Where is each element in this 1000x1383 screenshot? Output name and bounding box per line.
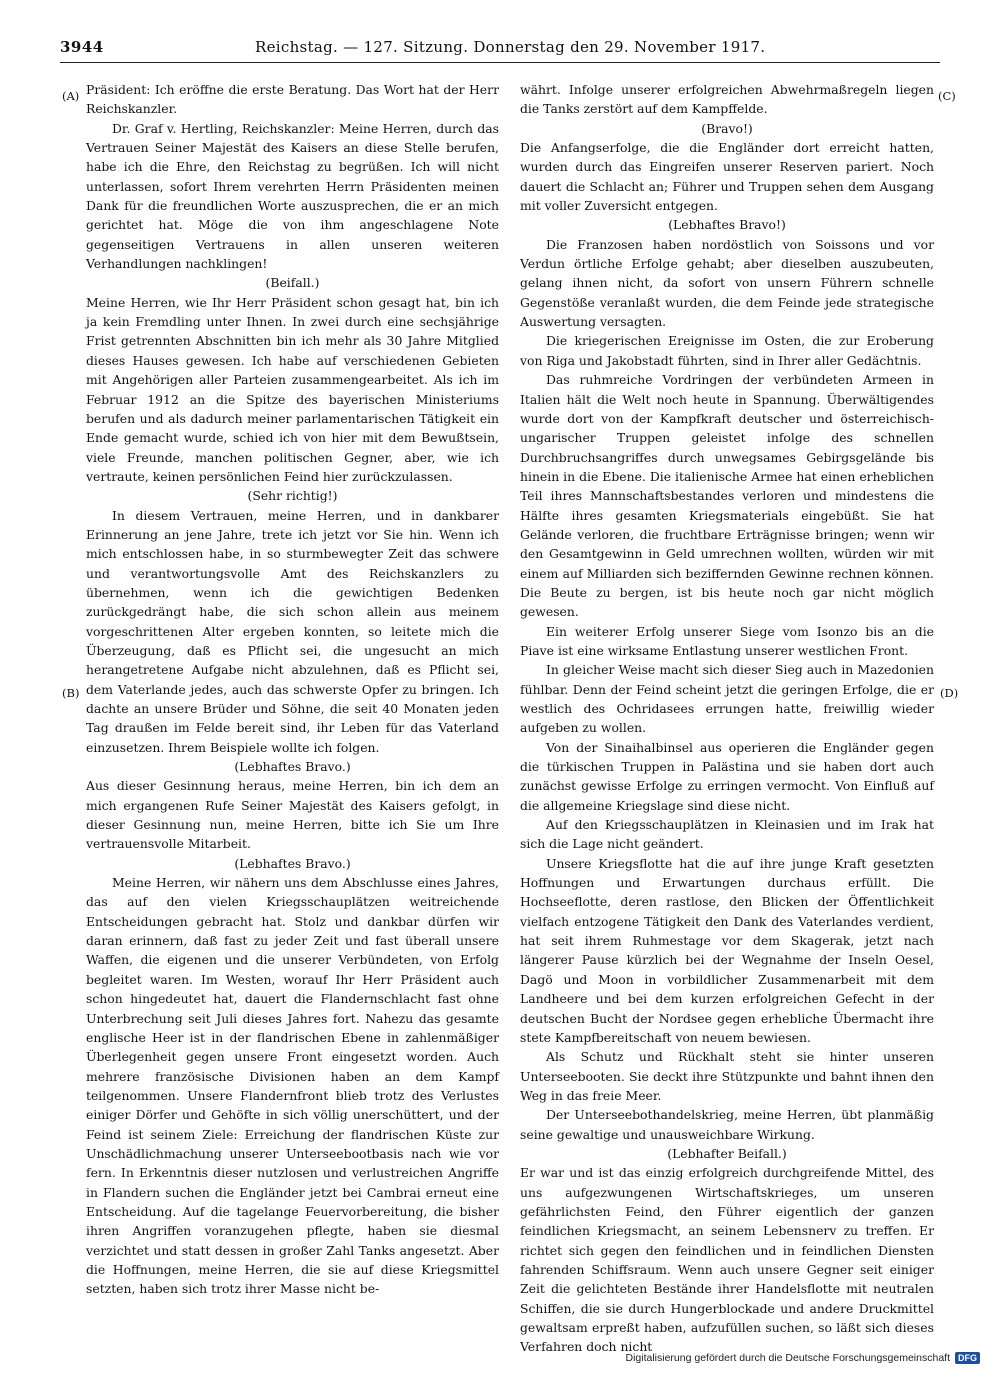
right-text-column	[520, 80, 934, 1357]
margin-marker-d: (D)	[940, 686, 959, 700]
paragraph: Die kriegerischen Ereignisse im Osten, die zur Eroberung von Riga und Jakobstadt führten, sind in Ihrer aller Gedächtnis.	[520, 333, 934, 368]
header-rule	[60, 62, 940, 63]
interjection: (Lebhaftes Bravo!)	[668, 217, 786, 233]
paragraph: Der Unterseebothandelskrieg, meine Herren, übt planmäßig seine gewaltige und unausweichbare Wirkung.	[520, 1107, 934, 1142]
page-footer	[625, 1352, 980, 1364]
paragraph: In gleicher Weise macht sich dieser Sieg auch in Mazedonien fühlbar. Denn der Feind scheint jetzt die geringen Erfolge, die er westlich des Ochridasees errungen hatte, freiwillig wieder aufgeben zu wollen.	[520, 662, 934, 736]
margin-marker-b: (B)	[62, 686, 80, 700]
paragraph: Er war und ist das einzig erfolgreich durchgreifende Mittel, des uns aufgezwungenen Wirtschaftskrieges, um unseren gefährlichsten Feind, den Führer eigentlich der ganzen feindlichen Kriegsmacht, an seinem Lebensnerv zu treffen. Er richtet sich gegen den feindlichen und in feindlichen Diensten fahrenden Schiffsraum. Wenn auch unsere Gegner seit einiger Zeit die gelichteten Bestände ihrer Handelsflotte mit neutralen Schiffen, die sie durch Hungerblockade und andere Druckmittel gewaltsam erpreßt haben, aufzufüllen suchen, so läßt sich dieses Verfahren doch nicht	[520, 1165, 934, 1355]
paragraph: Präsident: Ich eröffne die erste Beratung. Das Wort hat der Herr Reichskanzler.	[86, 82, 499, 117]
margin-marker-c: (C)	[938, 89, 956, 103]
dfg-logo: DFG	[955, 1352, 980, 1364]
paragraph: In diesem Vertrauen, meine Herren, und in dankbarer Erinnerung an jene Jahre, trete ich jetzt vor Sie hin. Wenn ich mich entschlossen habe, in so sturmbewegter Zeit das schwere und verantwortungsvolle Amt des Reichskanzlers zu übernehmen, wenn ich die gewichtigen Bedenken zurückgedrängt habe, die sich schon allein aus meinem vorgeschrittenen Alter ergeben konnten, so leitete mich die Überzeugung, daß es Pflicht sei, die ungesucht an mich herangetretene Aufgabe nicht abzulehnen, daß es Pflicht sei, dem Vaterlande jedes, auch das schwerste Opfer zu bringen. Ich dachte an unsere Brüder und Söhne, die seit 40 Monaten jeden Tag draußen im Felde bereit sind, ihr Leben für das Vaterland einzusetzen. Ihrem Beispiele wollte ich folgen.	[86, 507, 499, 755]
interjection: (Sehr richtig!)	[247, 488, 338, 504]
paragraph: Ein weiterer Erfolg unserer Siege vom Isonzo bis an die Piave ist eine wirksame Entlastung unserer westlichen Front.	[520, 623, 934, 658]
paragraph: Unsere Kriegsflotte hat die auf ihre junge Kraft gesetzten Hoffnungen und Erwartungen durchaus erfüllt. Die Hochseeflotte, deren rastlose, den Blicken der Öffentlichkeit vielfach entzogene Tätigkeit den Dank des Vaterlandes verdient, hat seit ihrem Ruhmestage vor dem Skagerak, jetzt nach längerer Pause kürzlich bei der Wegnahme der Inseln Oesel, Dagö und Moon in vorbildlicher Zusammenarbeit mit dem Landheere und bei dem kurzen erfolgreichen Gefecht in der deutschen Bucht der Nordsee gegen erhebliche Übermacht ihre stete Kampfbereitschaft von neuem bewiesen.	[520, 855, 934, 1045]
paragraph: Meine Herren, wir nähern uns dem Abschlusse eines Jahres, das auf den vielen Kriegsschauplätzen weitreichende Entscheidungen gebracht hat. Stolz und dankbar dürfen wir daran erinnern, daß fast zu jeder Zeit und fast überall unsere Waffen, die eigenen und die unserer Verbündeten, von Erfolg begleitet waren. Im Westen, worauf Ihr Herr Präsident auch schon hingedeutet hat, dauert die Flandernschlacht fast ohne Unterbrechung seit Juli dieses Jahres fort. Nahezu das gesamte englische Heer ist in der flandrischen Ebene in zahlenmäßiger Überlegenheit gegen unsere Front eingesetzt worden. Auch mehrere französische Divisionen haben an dem Kampf teilgenommen. Unsere Flandernfront blieb trotz des Verlustes einiger Dörfer und Gehöfte in sich völlig unerschüttert, und der Feind ist seinem Ziele: Erreichung der flandrischen Küste zur Unschädlichmachung unserer Unterseebootbasis nach wie vor fern. In Erkenntnis dieser nutzlosen und verlustreichen Angriffe in Flandern suchen die Engländer jetzt bei Cambrai erneut eine Entscheidung. Auf die tagelange Feuervorbereitung, die bisher ihren Angriffen voranzugehen pflegte, haben sie diesmal verzichtet und statt dessen in großer Zahl Tanks angesetzt. Aber die Hoffnungen, meine Herren, die sie auf diese Kriegsmittel setzten, haben sich trotz ihrer Masse nicht be-	[86, 875, 499, 1297]
paragraph: Die Anfangserfolge, die die Engländer dort erreicht hatten, wurden durch das Eingreifen unserer Reserven pariert. Noch dauert die Schlacht an; Führer und Truppen sehen dem Ausgang mit voller Zuversicht entgegen.	[520, 140, 934, 214]
interjection: (Beifall.)	[265, 275, 320, 291]
margin-marker-a: (A)	[62, 89, 80, 103]
paragraph: Dr. Graf v. Hertling, Reichskanzler: Meine Herren, durch das Vertrauen Seiner Majestät des Kaisers an diese Stelle berufen, habe ich die Ehre, den Reichstag zu begrüßen. Ich will nicht unterlassen, sofort Ihrem verehrten Herrn Präsidenten meinen Dank für die freundlichen Worte auszusprechen, die er an mich gerichtet hat. Möge die von ihm angeschlagene Note gegenseitigen Vertrauens in allen unseren weiteren Verhandlungen nachklingen!	[86, 120, 499, 272]
interjection: (Lebhafter Beifall.)	[667, 1145, 787, 1161]
paragraph: Das ruhmreiche Vordringen der verbündeten Armeen in Italien hält die Welt noch heute in Spannung. Überwältigendes wurde dort von der Kampfkraft deutscher und österreichisch-ungarischer Truppen geleistet infolge des schnellen Durchbruchsangriffes durch unwegsames Gebirgsgelände bis hinein in die Ebene. Die italienische Armee hat einen erheblichen Teil ihres Mannschaftsbestandes verloren und mindestens die Hälfte ihres gesamten Kriegsmaterials eingebüßt. Sie hat Gelände verloren, die fruchtbare Erträgnisse bringen; wenn wir den Gesamtgewinn in Geld umrechnen wollten, würden wir mit einem auf Milliarden sich beziffernden Gewinne rechnen können. Die Beute zu bergen, ist bis heute noch gar nicht möglich gewesen.	[520, 372, 934, 620]
interjection: (Lebhaftes Bravo.)	[234, 855, 351, 871]
paragraph: Von der Sinaihalbinsel aus operieren die Engländer gegen die türkischen Truppen in Palästina und sie haben dort auch zunächst gewisse Erfolge zu erringen vermocht. Von Einfluß auf die allgemeine Kriegslage sind diese nicht.	[520, 739, 934, 813]
page-header	[60, 38, 940, 62]
page-number: 3944	[60, 38, 104, 56]
paragraph: Auf den Kriegsschauplätzen in Kleinasien und im Irak hat sich die Lage nicht geändert.	[520, 817, 934, 852]
running-title: Reichstag. — 127. Sitzung. Donnerstag den 29. November 1917.	[255, 38, 766, 56]
interjection: (Bravo!)	[701, 120, 753, 136]
paragraph: Aus dieser Gesinnung heraus, meine Herren, bin ich dem an mich ergangenen Rufe Seiner Majestät des Kaisers gefolgt, in dieser Gesinnung nun, meine Herren, bitte ich Sie um Ihre vertrauensvolle Mitarbeit.	[86, 778, 499, 852]
interjection: (Lebhaftes Bravo.)	[234, 759, 351, 775]
paragraph: Die Franzosen haben nordöstlich von Soissons und vor Verdun örtliche Erfolge gehabt; aber dieselben auszubeuten, gelang ihnen nicht, da sofort von unsern Führern schnelle Gegenstöße veranlaßt wurden, die dem Feinde jede strategische Auswertung versagten.	[520, 236, 934, 330]
paragraph: währt. Infolge unserer erfolgreichen Abwehrmaßregeln liegen die Tanks zerstört auf dem Kampffelde.	[520, 82, 934, 117]
paragraph: Als Schutz und Rückhalt steht sie hinter unseren Unterseebooten. Sie deckt ihre Stützpunkte und bahnt ihnen den Weg in das freie Meer.	[520, 1049, 934, 1103]
left-text-column	[86, 80, 499, 1299]
footer-credit: Digitalisierung gefördert durch die Deutsche Forschungsgemeinschaft	[625, 1352, 950, 1364]
paragraph: Meine Herren, wie Ihr Herr Präsident schon gesagt hat, bin ich ja kein Fremdling unter Ihnen. In zwei durch eine sechsjährige Frist getrennten Abschnitten bin ich mehr als 30 Jahre Mitglied dieses Hauses gewesen. Ich habe auf verschiedenen Gebieten mit Angehörigen aller Parteien zusammengearbeitet. Als ich im Februar 1912 an die Spitze des bayerischen Ministeriums berufen und als dadurch meiner parlamentarischen Tätigkeit ein Ende gemacht wurde, schied ich von hier mit dem Bewußtsein, viele Freunde, manchen politischen Gegner, aber, wie ich vertraute, keinen persönlichen Feind hier zurückzulassen.	[86, 294, 499, 484]
